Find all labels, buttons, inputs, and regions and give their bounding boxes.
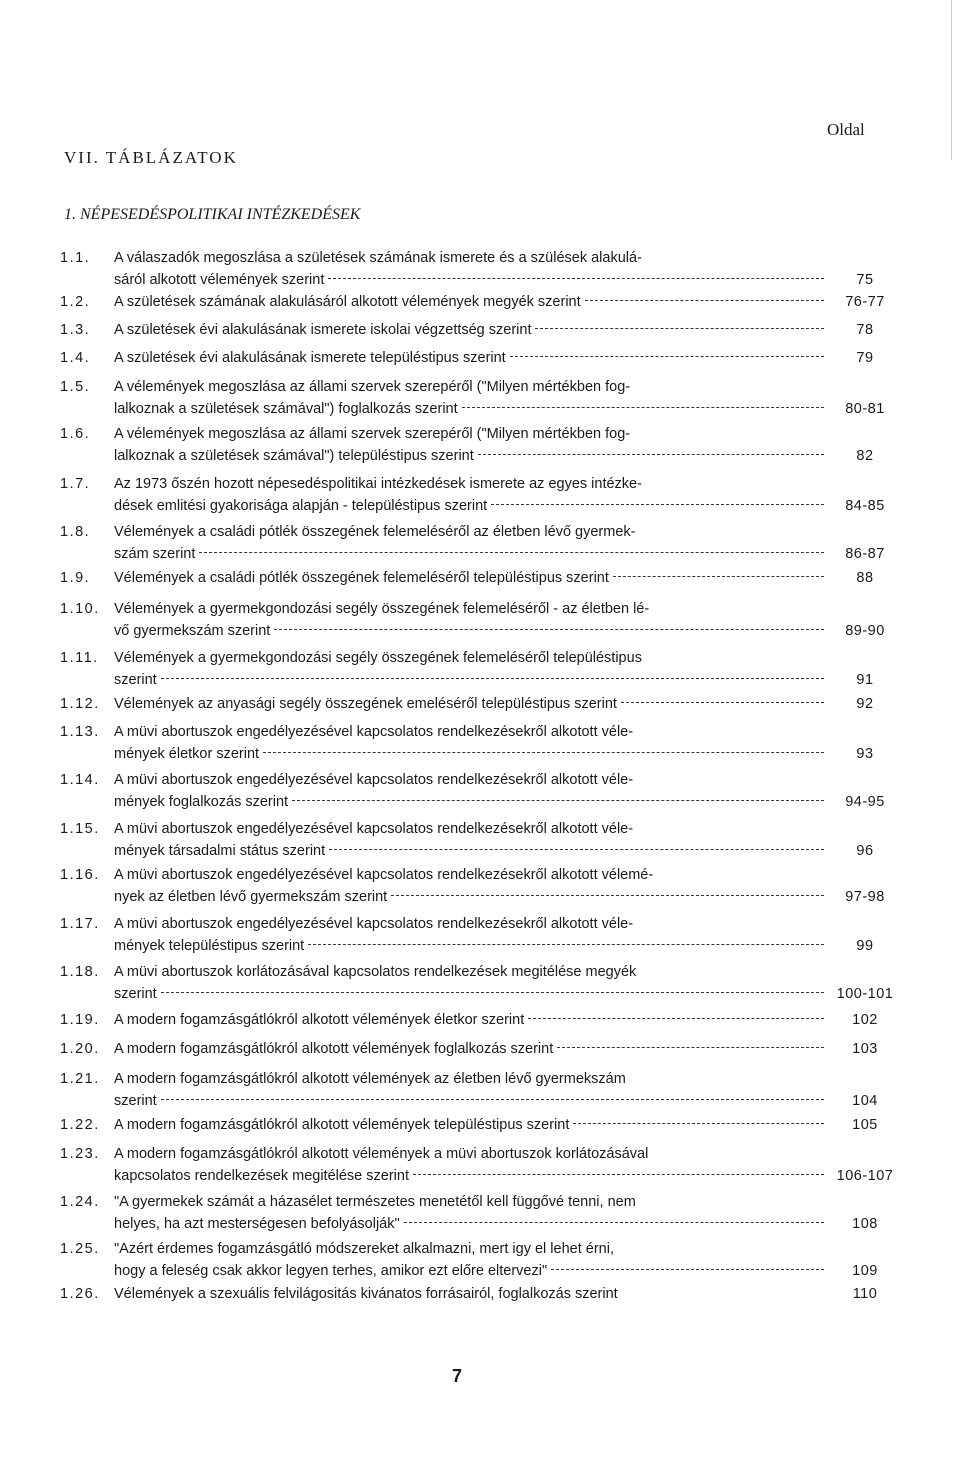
- toc-entry: [60, 863, 890, 903]
- entry-page: 91: [856, 672, 874, 688]
- dot-leader: [329, 849, 824, 850]
- page-column-header: Oldal: [827, 120, 865, 139]
- entry-title-line2: mények életkor szerint: [114, 746, 260, 762]
- entry-page: 102: [852, 1012, 878, 1028]
- dot-leader: [573, 1123, 824, 1124]
- entry-title-line2: mények társadalmi státus szerint: [114, 843, 326, 859]
- entry-title-line2: vő gyermekszám szerint: [114, 623, 271, 639]
- entry-title-line1: A modern fogamzásgátlókról alkotott vélemények foglalkozás szerint: [114, 1041, 554, 1057]
- dot-leader: [292, 800, 824, 801]
- entry-page: 78: [856, 322, 874, 338]
- entry-page: 108: [852, 1216, 878, 1232]
- entry-title-line1: A vélemények megoszlása az állami szervek szerepéről ("Milyen mértékben fog-: [114, 426, 631, 442]
- entry-page: 84-85: [845, 498, 885, 514]
- toc-entry: [60, 1282, 890, 1322]
- entry-title-line1: Vélemények a szexuális felvilágositás kivánatos forrásairól, foglalkozás szerint: [114, 1286, 618, 1302]
- entry-page: 104: [852, 1093, 878, 1109]
- entry-number: 1.2.: [60, 294, 91, 310]
- toc-entry: [60, 472, 890, 512]
- toc-entry: [60, 768, 890, 808]
- entry-title-line1: A müvi abortuszok engedélyezésével kapcsolatos rendelkezésekről alkotott véle-: [114, 821, 634, 837]
- entry-title-line2: lalkoznak a születések számával") településtipus szerint: [114, 448, 474, 464]
- entry-title-line2: mények foglalkozás szerint: [114, 794, 289, 810]
- entry-title-line1: Vélemények a gyermekgondozási segély összegének felemeléséről - az életben lé-: [114, 601, 650, 617]
- entry-number: 1.22.: [60, 1117, 100, 1133]
- entry-title-line1: Vélemények a családi pótlék összegének felemeléséről településtipus szerint: [114, 570, 609, 586]
- entry-title-line1: A modern fogamzásgátlókról alkotott vélemények településtipus szerint: [114, 1117, 570, 1133]
- entry-number: 1.11.: [60, 650, 99, 666]
- dot-leader: [199, 552, 824, 553]
- dot-leader: [491, 504, 824, 505]
- dot-leader: [613, 576, 824, 577]
- entry-number: 1.18.: [60, 964, 100, 980]
- dot-leader: [404, 1222, 824, 1223]
- dot-leader: [161, 1099, 824, 1100]
- toc-entry: [60, 375, 890, 415]
- toc-entry: [60, 1190, 890, 1230]
- entry-page: 109: [852, 1263, 878, 1279]
- entry-title-line1: "Azért érdemes fogamzásgátló módszereket alkalmazni, mert igy el lehet érni,: [114, 1241, 614, 1257]
- dot-leader: [161, 678, 824, 679]
- entry-title-line1: Vélemények a gyermekgondozási segély összegének felemeléséről településtipus: [114, 650, 642, 666]
- entry-page: 105: [852, 1117, 878, 1133]
- dot-leader: [413, 1174, 824, 1175]
- toc-entry: [60, 1142, 894, 1184]
- dot-leader: [462, 407, 824, 408]
- dot-leader: [274, 629, 824, 630]
- entry-title-line1: A müvi abortuszok korlátozásával kapcsolatos rendelkezések megitélése megyék: [114, 964, 637, 980]
- entry-page: 79: [856, 350, 874, 366]
- entry-page: 97-98: [845, 889, 885, 905]
- entry-title-line2: szám szerint: [114, 546, 196, 562]
- entry-page: 86-87: [845, 546, 885, 562]
- entry-title-line1: A modern fogamzásgátlókról alkotott vélemények életkor szerint: [114, 1012, 525, 1028]
- entry-title-line2: hogy a feleség csak akkor legyen terhes, amikor ezt előre eltervezi": [114, 1263, 548, 1279]
- entry-number: 1.3.: [60, 322, 91, 338]
- toc-entry: [60, 520, 890, 560]
- entry-number: 1.17.: [60, 916, 100, 932]
- entry-title-line1: A müvi abortuszok engedélyezésével kapcsolatos rendelkezésekről alkotott véle-: [114, 916, 634, 932]
- dot-leader: [391, 895, 824, 896]
- entry-number: 1.26.: [60, 1286, 100, 1302]
- dot-leader: [621, 702, 824, 703]
- entry-page: 96: [856, 843, 874, 859]
- entry-number: 1.19.: [60, 1012, 100, 1028]
- entry-title-line2: lalkoznak a születések számával") foglalkozás szerint: [114, 401, 458, 417]
- entry-page: 106-107: [836, 1168, 894, 1184]
- toc-entry: [60, 1067, 890, 1107]
- entry-title-line1: A születések évi alakulásának ismerete településtipus szerint: [114, 350, 506, 366]
- toc-entry: [60, 960, 894, 1002]
- entry-title-line1: A születések számának alakulásáról alkotott vélemények megyék szerint: [114, 294, 581, 310]
- dot-leader: [478, 454, 824, 455]
- dot-leader: [161, 992, 824, 993]
- entry-number: 1.1.: [60, 250, 91, 266]
- toc-entry: [60, 817, 890, 857]
- entry-title-line2: mények településtipus szerint: [114, 938, 305, 954]
- entry-title-line1: A modern fogamzásgátlókról alkotott vélemények a müvi abortuszok korlátozásával: [114, 1146, 649, 1162]
- dot-leader: [551, 1269, 824, 1270]
- entry-title-line1: A müvi abortuszok engedélyezésével kapcsolatos rendelkezésekről alkotott véle-: [114, 772, 634, 788]
- entry-number: 1.25.: [60, 1241, 100, 1257]
- entry-page: 88: [856, 570, 874, 586]
- entry-number: 1.20.: [60, 1041, 100, 1057]
- entry-title-line2: nyek az életben lévő gyermekszám szerint: [114, 889, 388, 905]
- entry-page: 99: [856, 938, 874, 954]
- toc-entry: [60, 246, 890, 286]
- section-title: 1. NÉPESEDÉSPOLITIKAI INTÉZKEDÉSEK: [64, 206, 361, 223]
- entry-title-line2: szerint: [114, 672, 157, 688]
- entry-number: 1.21.: [60, 1071, 100, 1087]
- entry-number: 1.10.: [60, 601, 100, 617]
- entry-number: 1.23.: [60, 1146, 100, 1162]
- entry-page: 75: [856, 272, 874, 288]
- entry-title-line2: sáról alkotott vélemények szerint: [114, 272, 325, 288]
- entry-page: 76-77: [845, 294, 885, 310]
- entry-title-line1: Vélemények a családi pótlék összegének felemeléséről az életben lévő gyermek-: [114, 524, 636, 540]
- entry-title-line1: A születések évi alakulásának ismerete iskolai végzettség szerint: [114, 322, 532, 338]
- entry-number: 1.24.: [60, 1194, 100, 1210]
- entry-title-line1: A modern fogamzásgátlókról alkotott vélemények az életben lévő gyermekszám: [114, 1071, 626, 1087]
- entry-title-line1: A müvi abortuszok engedélyezésével kapcsolatos rendelkezésekről alkotott vélemé-: [114, 867, 654, 883]
- toc-entry: [60, 597, 890, 637]
- entry-title-line2: kapcsolatos rendelkezések megitélése szerint: [114, 1168, 409, 1184]
- entry-page: 93: [856, 746, 874, 762]
- entry-page: 80-81: [845, 401, 885, 417]
- entry-number: 1.14.: [60, 772, 100, 788]
- entry-title-line1: Az 1973 őszén hozott népesedéspolitikai intézkedések ismerete az egyes intézke-: [114, 476, 642, 492]
- entry-page: 92: [856, 696, 874, 712]
- dot-leader: [585, 300, 824, 301]
- dot-leader: [557, 1047, 824, 1048]
- entry-title-line2: helyes, ha azt mesterségesen befolyásolják": [114, 1216, 400, 1232]
- scan-edge-line: [951, 0, 952, 160]
- toc-entry: [60, 912, 890, 952]
- entry-number: 1.6.: [60, 426, 91, 442]
- entry-page: 100-101: [836, 986, 894, 1002]
- dot-leader: [263, 752, 824, 753]
- entry-title-line2: dések emlitési gyakorisága alapján - településtipus szerint: [114, 498, 488, 514]
- entry-page: 103: [852, 1041, 878, 1057]
- entry-page: 94-95: [845, 794, 885, 810]
- entry-page: 110: [852, 1286, 878, 1302]
- entry-title-line2: szerint: [114, 1093, 157, 1109]
- dot-leader: [528, 1018, 824, 1019]
- toc-entry: [60, 646, 890, 686]
- dot-leader: [535, 328, 824, 329]
- entry-title-line1: Vélemények az anyasági segély összegének emeléséről településtipus szerint: [114, 696, 617, 712]
- toc-entry: [60, 422, 890, 462]
- dot-leader: [510, 356, 824, 357]
- page-number: 7: [452, 1366, 463, 1386]
- entry-number: 1.5.: [60, 379, 91, 395]
- dot-leader: [328, 278, 824, 279]
- toc-entry: [60, 1237, 890, 1277]
- entry-page: 82: [856, 448, 874, 464]
- entry-title-line1: A vélemények megoszlása az állami szervek szerepéről ("Milyen mértékben fog-: [114, 379, 631, 395]
- entry-number: 1.8.: [60, 524, 91, 540]
- chapter-title: VII. TÁBLÁZATOK: [64, 148, 238, 167]
- entry-number: 1.7.: [60, 476, 91, 492]
- dot-leader: [308, 944, 824, 945]
- entry-title-line1: "A gyermekek számát a házasélet természetes menetétől kell függővé tenni, nem: [114, 1194, 636, 1210]
- entry-number: 1.15.: [60, 821, 100, 837]
- entry-title-line1: A müvi abortuszok engedélyezésével kapcsolatos rendelkezésekről alkotott véle-: [114, 724, 634, 740]
- toc-entry: [60, 720, 890, 760]
- entry-page: 89-90: [845, 623, 885, 639]
- entry-number: 1.16.: [60, 867, 100, 883]
- entry-number: 1.12.: [60, 696, 100, 712]
- entry-number: 1.9.: [60, 570, 91, 586]
- entry-title-line2: szerint: [114, 986, 157, 1002]
- entry-title-line1: A válaszadók megoszlása a születések számának ismerete és a szülések alakulá-: [114, 250, 642, 266]
- entry-number: 1.4.: [60, 350, 91, 366]
- entry-number: 1.13.: [60, 724, 100, 740]
